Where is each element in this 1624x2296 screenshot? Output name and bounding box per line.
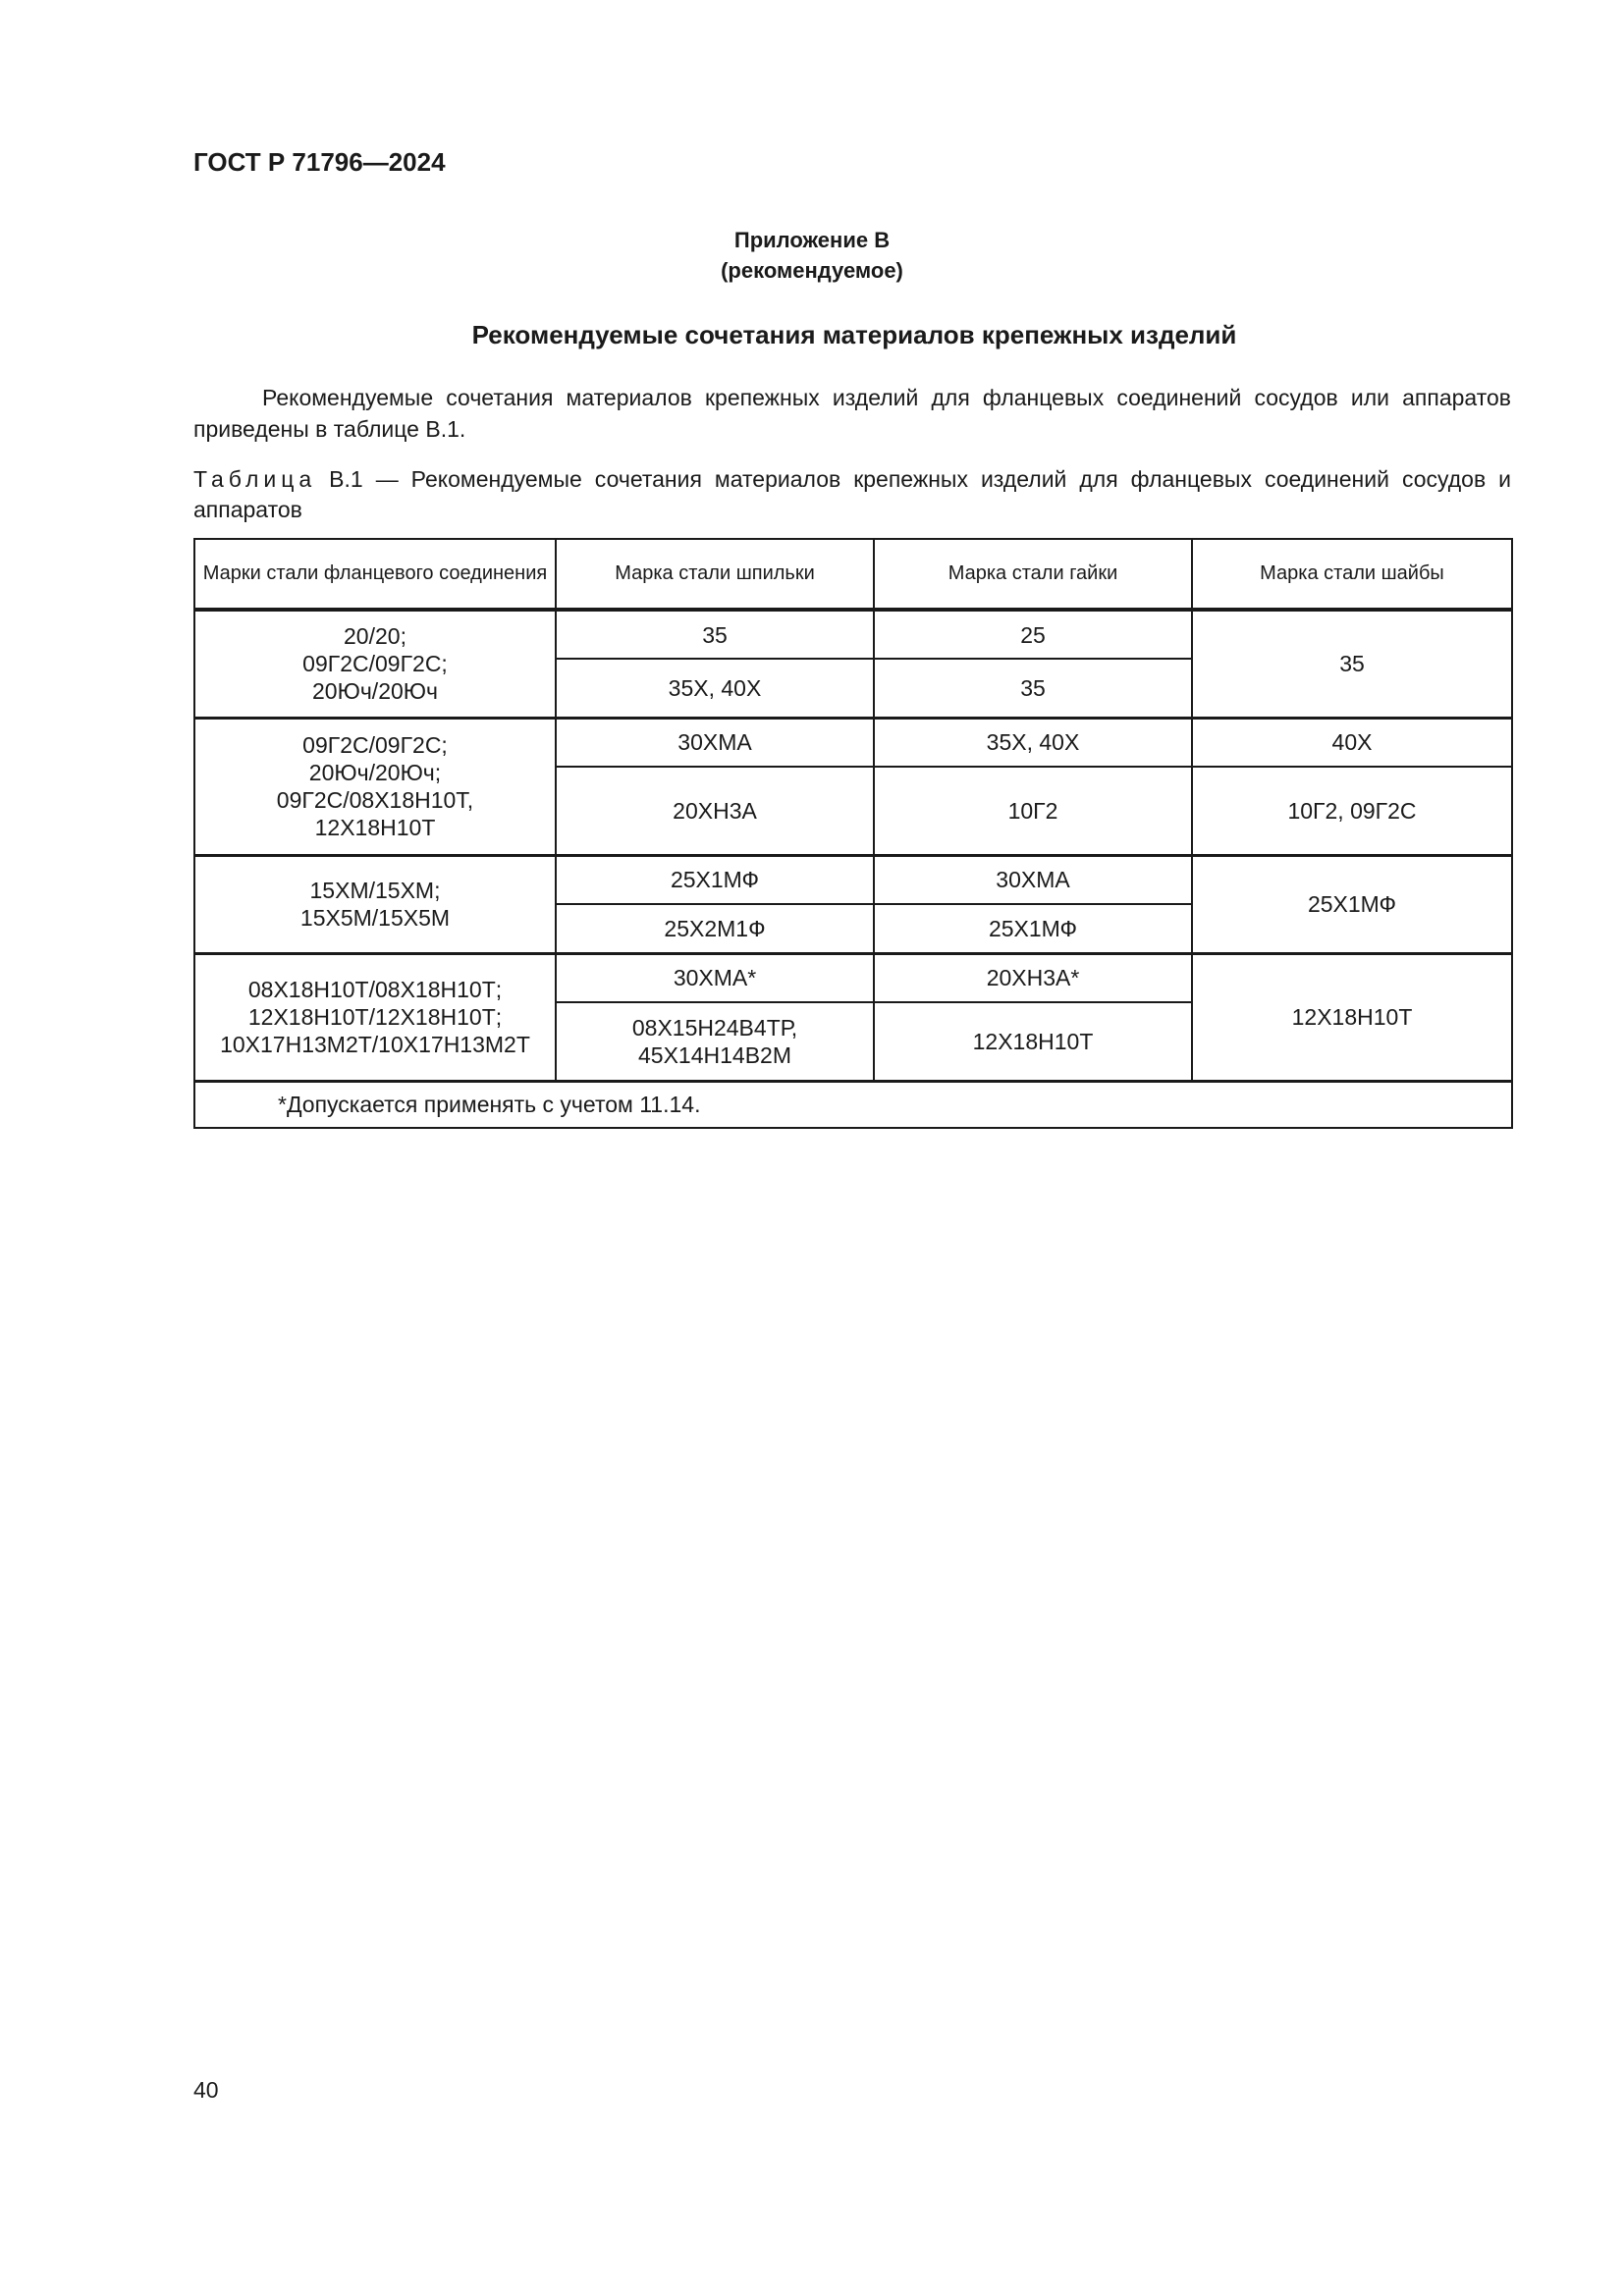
washer-cell: 25Х1МФ <box>1192 855 1512 953</box>
stud-cell: 35Х, 40Х <box>556 659 874 718</box>
nut-cell: 12Х18Н10Т <box>874 1002 1192 1081</box>
standard-code: ГОСТ Р 71796—2024 <box>193 147 446 177</box>
flange-cell <box>194 855 556 953</box>
flange-line: 12Х18Н10Т <box>314 815 436 840</box>
appendix-status: (рекомендуемое) <box>721 258 903 283</box>
appendix-heading: Рекомендуемые сочетания материалов крепежных изделий <box>471 320 1237 349</box>
flange-line: 15Х5М/15Х5М <box>299 905 451 931</box>
flange-line: 20Юч/20Юч; <box>308 760 442 785</box>
stud-cell: 25Х1МФ <box>556 855 874 904</box>
stud-cell: 35 <box>556 610 874 659</box>
stud-cell: 30ХМА* <box>556 953 874 1002</box>
flange-line: 09Г2С/09Г2С; <box>302 732 448 758</box>
flange-line: 20Юч/20Юч <box>312 678 438 705</box>
nut-cell: 35Х, 40Х <box>874 718 1192 767</box>
flange-line: 09Г2С/08Х18Н10Т, <box>276 787 474 813</box>
nut-cell: 10Г2 <box>874 767 1192 855</box>
table-caption-text: В.1 — Рекомендуемые сочетания материалов крепежных изделий для фланцевых соединений сосудов и аппаратов <box>193 466 1511 522</box>
flange-line: 10Х17Н13М2Т/10Х17Н13М2Т <box>220 1032 530 1057</box>
nut-cell: 30ХМА <box>874 855 1192 904</box>
flange-cell <box>194 953 556 1081</box>
washer-cell: 40Х <box>1192 718 1512 767</box>
intro-paragraph: Рекомендуемые сочетания материалов крепежных изделий для фланцевых соединений сосудов или аппаратов приведены в таблице В.1. <box>193 385 1511 442</box>
flange-cell <box>194 610 556 718</box>
nut-cell: 35 <box>874 659 1192 718</box>
washer-cell: 35 <box>1192 610 1512 718</box>
washer-cell: 10Г2, 09Г2С <box>1192 767 1512 855</box>
header-nut: Марка стали гайки <box>874 539 1192 610</box>
nut-cell: 20ХН3А* <box>874 953 1192 1002</box>
stud-cell: 20ХН3А <box>556 767 874 855</box>
materials-table <box>193 538 1513 1129</box>
header-stud: Марка стали шпильки <box>556 539 874 610</box>
appendix-label: Приложение В <box>733 228 891 252</box>
stud-cell: 25Х2М1Ф <box>556 904 874 953</box>
header-flange: Марки стали фланцевого соединения <box>194 539 556 610</box>
table-caption <box>193 464 1511 525</box>
flange-line: 12Х18Н10Т/12Х18Н10Т; <box>247 1004 503 1030</box>
table-caption-word: Таблица <box>193 466 317 492</box>
header-washer: Марка стали шайбы <box>1192 539 1512 610</box>
flange-line: 15ХМ/15ХМ; <box>309 878 441 903</box>
nut-cell: 25Х1МФ <box>874 904 1192 953</box>
nut-cell: 25 <box>874 610 1192 659</box>
page-number: 40 <box>193 2077 219 2103</box>
flange-cell <box>194 718 556 855</box>
stud-cell: 08Х15Н24В4ТР, 45Х14Н14В2М <box>556 1002 874 1081</box>
flange-line: 20/20; <box>344 623 406 650</box>
washer-cell: 12Х18Н10Т <box>1192 953 1512 1081</box>
flange-line: 09Г2С/09Г2С; <box>302 651 448 677</box>
flange-line: 08Х18Н10Т/08Х18Н10Т; <box>247 977 503 1002</box>
stud-cell: 30ХМА <box>556 718 874 767</box>
table-footnote: *Допускается применять с учетом 11.14. <box>194 1081 1512 1128</box>
